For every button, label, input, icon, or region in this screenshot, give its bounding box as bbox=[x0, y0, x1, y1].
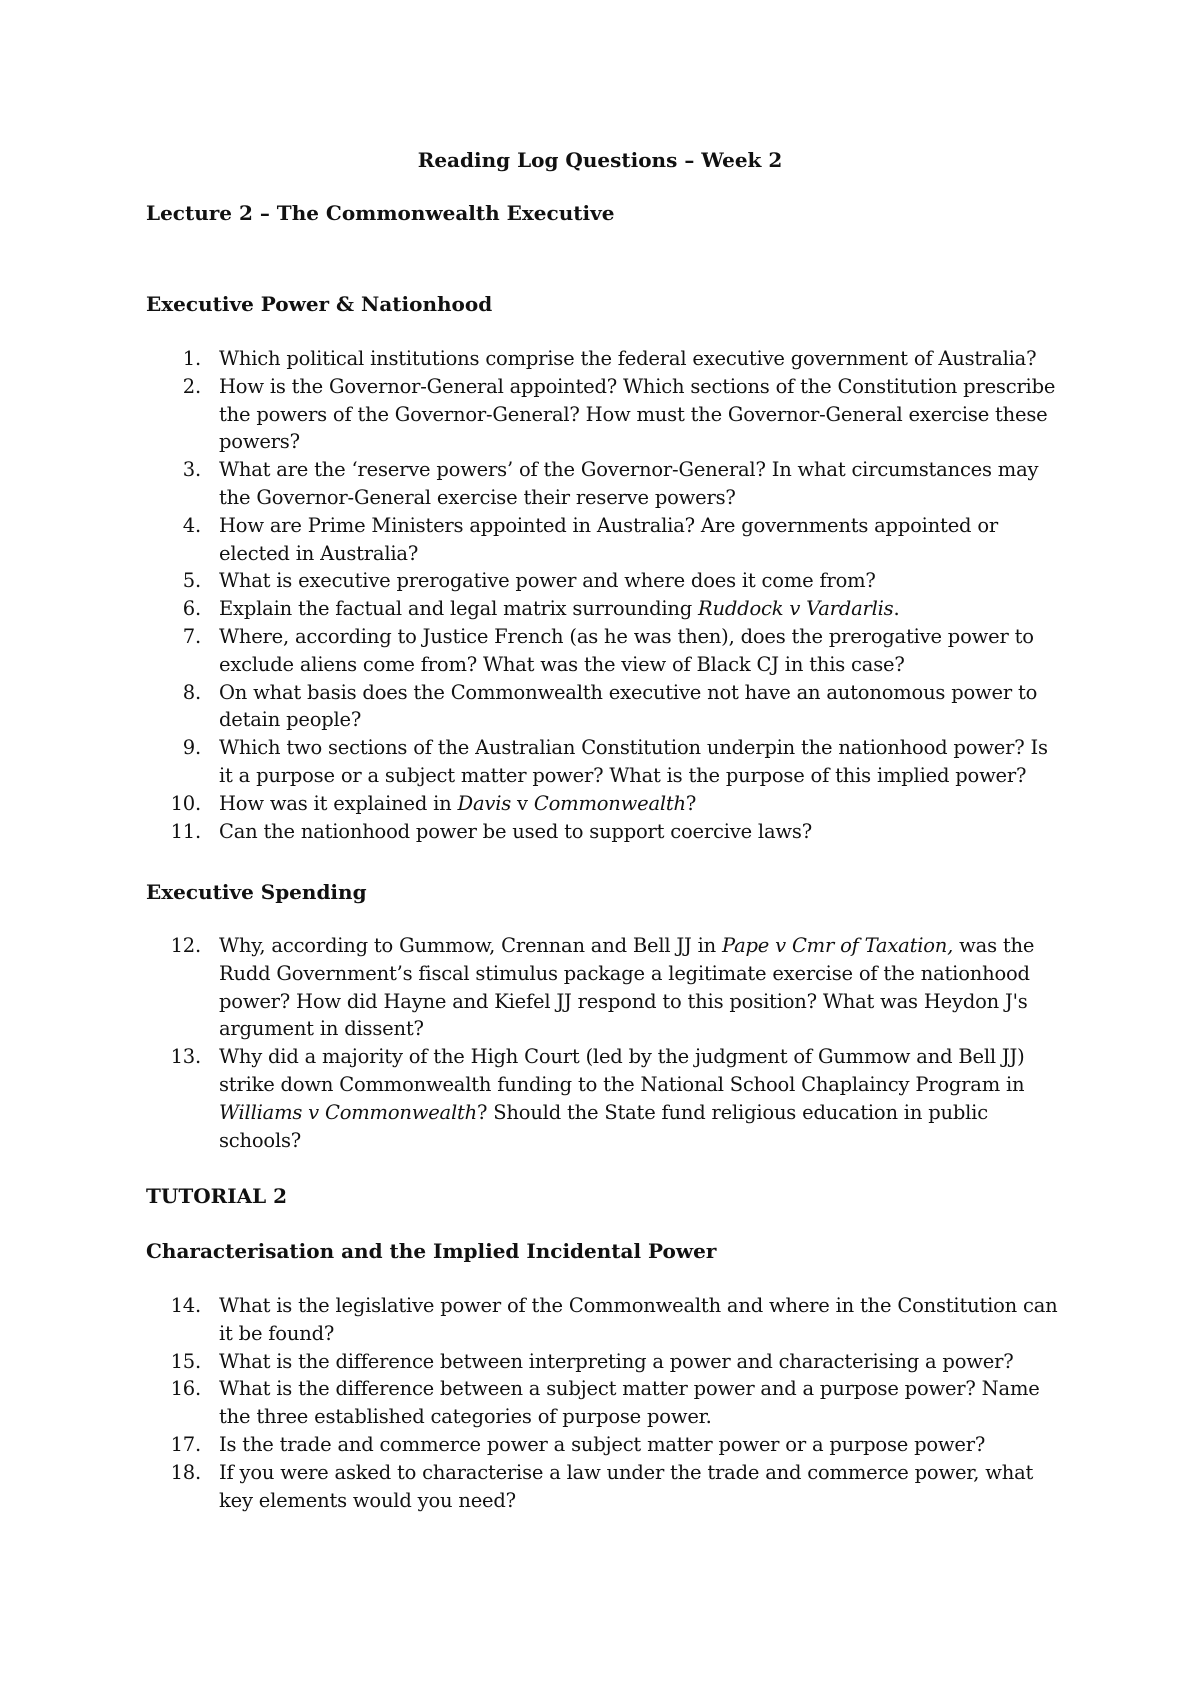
question-text: Why, according to Gummow, Crennan and Bell JJ in Pape v Cmr of Taxation, was the Rudd Government’s fiscal stimulus package a legitimate exercise of the nationhood power? How did Hayne and Kiefel JJ respond to this position? What was Heydon J's argument in dissent? bbox=[219, 934, 1035, 1041]
section-heading-executive-power: Executive Power & Nationhood bbox=[146, 292, 493, 316]
question-text: What is the difference between a subject matter power and a purpose power? Name the three established categories of purpose power. bbox=[219, 1377, 1040, 1429]
question-number: 4. bbox=[182, 513, 201, 537]
question-text: How are Prime Ministers appointed in Australia? Are governments appointed or elected in Australia? bbox=[219, 513, 998, 565]
question-text: Which two sections of the Australian Constitution underpin the nationhood power? Is it a purpose or a subject matter power? What is the purpose of this implied power? bbox=[219, 736, 1048, 787]
question-number: 9. bbox=[182, 736, 201, 760]
question-number: 8. bbox=[182, 680, 201, 704]
question-item bbox=[146, 1348, 1066, 1376]
question-item bbox=[146, 1431, 1066, 1459]
question-text: What is executive prerogative power and where does it come from? bbox=[219, 569, 876, 593]
question-number: 16. bbox=[170, 1377, 201, 1401]
question-number: 12. bbox=[170, 934, 201, 957]
question-number: 3. bbox=[182, 458, 201, 482]
question-item bbox=[146, 567, 1066, 595]
question-number: 15. bbox=[170, 1349, 201, 1373]
question-item bbox=[146, 679, 1066, 735]
question-item bbox=[146, 790, 1066, 818]
question-number: 2. bbox=[182, 374, 201, 398]
question-list-characterisation bbox=[146, 1292, 1066, 1514]
question-text: What are the ‘reserve powers’ of the Governor-General? In what circumstances may the Governor-General exercise their reserve powers? bbox=[219, 458, 1039, 509]
question-number: 5. bbox=[182, 569, 201, 593]
section-heading-characterisation: Characterisation and the Implied Incidental Power bbox=[146, 1239, 717, 1263]
question-number: 18. bbox=[170, 1460, 201, 1484]
question-text: How was it explained in Davis v Commonwealth? bbox=[219, 791, 697, 815]
question-text: On what basis does the Commonwealth executive not have an autonomous power to detain people? bbox=[219, 680, 1038, 732]
question-text: Can the nationhood power be used to support coercive laws? bbox=[219, 819, 812, 843]
question-item bbox=[146, 1375, 1066, 1431]
question-number: 11. bbox=[170, 819, 201, 843]
question-item bbox=[146, 734, 1066, 790]
question-number: 14. bbox=[170, 1294, 201, 1317]
page-title: Reading Log Questions – Week 2 bbox=[417, 148, 783, 172]
question-number: 1. bbox=[182, 347, 201, 370]
question-item bbox=[146, 1043, 1066, 1154]
question-item bbox=[146, 512, 1066, 568]
question-number: 10. bbox=[170, 791, 201, 815]
case-name: Ruddock v Vardarlis bbox=[698, 597, 894, 621]
question-text: If you were asked to characterise a law under the trade and commerce power, what key elements would you need? bbox=[219, 1460, 1034, 1512]
question-item bbox=[146, 595, 1066, 623]
question-text: What is the difference between interpreting a power and characterising a power? bbox=[219, 1349, 1014, 1373]
case-name: Commonwealth bbox=[533, 791, 686, 815]
question-text: Which political institutions comprise the federal executive government of Australia? bbox=[219, 347, 1037, 370]
question-text: How is the Governor-General appointed? Which sections of the Constitution prescribe the powers of the Governor-General? How must the Governor-General exercise these powers? bbox=[219, 374, 1056, 454]
question-text: Where, according to Justice French (as he was then), does the prerogative power to exclude aliens come from? What was the view of Black CJ in this case? bbox=[219, 624, 1034, 676]
question-item bbox=[146, 818, 1066, 846]
question-list-executive-power bbox=[146, 345, 1066, 845]
question-item bbox=[146, 345, 1066, 373]
section-heading-executive-spending: Executive Spending bbox=[146, 880, 367, 904]
tutorial-heading: TUTORIAL 2 bbox=[146, 1184, 288, 1208]
question-text: What is the legislative power of the Commonwealth and where in the Constitution can it be found? bbox=[219, 1294, 1058, 1345]
question-text: Is the trade and commerce power a subject matter power or a purpose power? bbox=[219, 1432, 986, 1456]
question-number: 13. bbox=[170, 1045, 201, 1069]
case-name: Williams v Commonwealth bbox=[219, 1100, 478, 1124]
question-number: 6. bbox=[182, 597, 201, 621]
question-text: Why did a majority of the High Court (led by the judgment of Gummow and Bell JJ) strike down Commonwealth funding to the National School Chaplaincy Program in Williams v Commonwealth? Should the State fund religious education in public schools? bbox=[219, 1045, 1025, 1152]
question-item bbox=[146, 1292, 1066, 1348]
question-text: Explain the factual and legal matrix surrounding Ruddock v Vardarlis. bbox=[219, 597, 900, 621]
lecture-heading: Lecture 2 – The Commonwealth Executive bbox=[146, 201, 615, 225]
question-item bbox=[146, 623, 1066, 679]
question-item bbox=[146, 932, 1066, 1043]
question-item bbox=[146, 456, 1066, 512]
question-list-executive-spending bbox=[146, 932, 1066, 1154]
question-number: 17. bbox=[170, 1432, 201, 1456]
case-name: Pape v Cmr of Taxation, bbox=[722, 934, 954, 957]
question-number: 7. bbox=[182, 624, 201, 648]
question-item bbox=[146, 373, 1066, 456]
case-name: Davis bbox=[457, 791, 512, 815]
question-item bbox=[146, 1459, 1066, 1515]
